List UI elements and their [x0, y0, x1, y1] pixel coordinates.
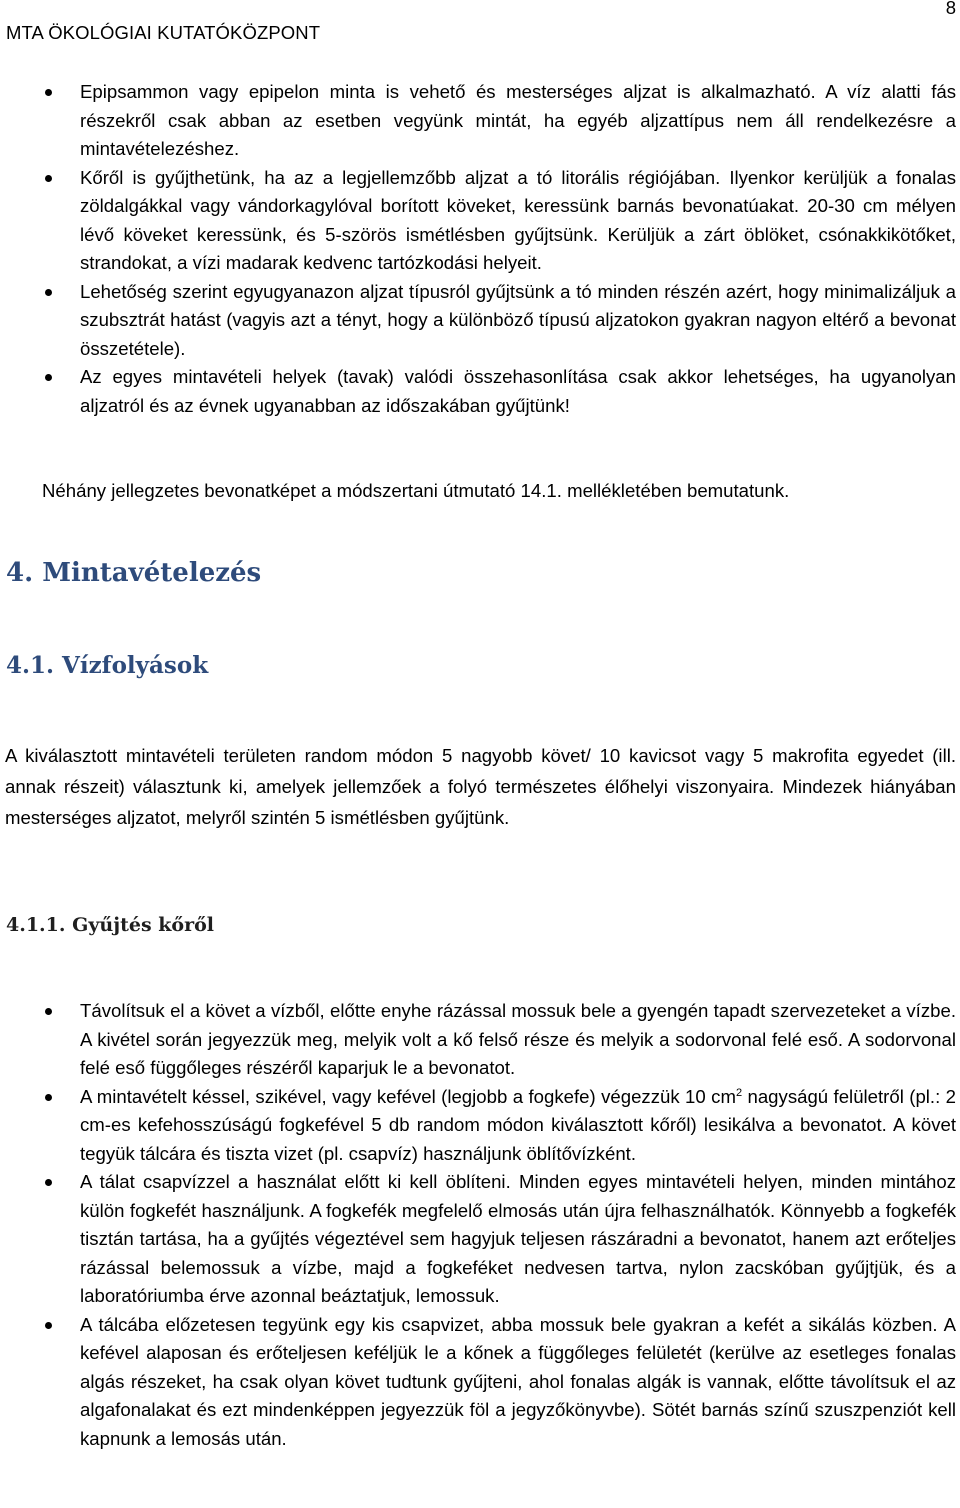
list-item: Távolítsuk el a követ a vízből, előtte enyhe rázással mossuk bele a gyengén tapadt szervezeteket a vízbe. A kivétel során jegyezzük meg, melyik volt a kő felső része és melyik a sodorvonal felé eső. A sodorvonal felé eső függőleges részéről kaparjuk le a bevonatot. — [0, 997, 960, 1083]
section-heading-4-1: 4.1. Vízfolyások — [6, 652, 209, 679]
section-heading-4-1-1: 4.1.1. Gyűjtés kőről — [6, 914, 214, 936]
page-number: 8 — [945, 0, 956, 18]
list-item — [0, 1083, 960, 1169]
sampling-rules-list — [0, 78, 960, 420]
streams-paragraph: A kiválasztott mintavételi területen random módon 5 nagyobb követ/ 10 kavicsot vagy 5 makrofita egyedet (ill. annak részeit) választunk ki, amelyek jellemzőek a folyó természetes élőhelyi viszonyaira. Mindezek hiányában mesterséges aljzatot, melyről szintén 5 ismétlésben gyűjtünk. — [5, 745, 956, 828]
appendix-note: Néhány jellegzetes bevonatképet a módszertani útmutató 14.1. mellékletében bemutatunk. — [42, 480, 790, 501]
list-item: Kőről is gyűjthetünk, ha az a legjellemzőbb aljzat a tó litorális régiójában. Ilyenkor kerüljük a fonalas zöldalgákkal vagy vándorkagylóval borított köveket, keressünk barnás bevonatúakat. 20-30 cm mélyen lévő köveket keressünk, és 5-szörös ismétlésben gyűjtsünk. Kerüljük a zárt öblöket, csónakkikötőket, strandokat, a vízi madarak kedvenc tartózkodási helyeit. — [0, 164, 960, 278]
list-item: Az egyes mintavételi helyek (tavak) valódi összehasonlítása csak akkor lehetséges, ha ugyanolyan aljzatról és az évnek ugyanabban az időszakában gyűjtünk! — [0, 363, 960, 420]
superscript: 2 — [735, 1086, 743, 1099]
list-item-text: nagyságú felületről (pl.: 2 cm-es kefehosszúságú fogkefével 5 db random módon kiválasztott kőről) lesikálva a bevonatot. A követ tegyük tálcára és tiszta vizet (pl. csapvíz) használjunk öblítővízként. — [80, 1085, 957, 1164]
running-header: MTA ÖKOLÓGIAI KUTATÓKÖZPONT — [6, 22, 321, 43]
list-item: Epipsammon vagy epipelon minta is vehető és mesterséges aljzat is alkalmazható. A víz alatti fás részekről csak abban az esetben vegyünk mintát, ha egyéb aljzattípus nem áll rendelkezésre a mintavételezéshez. — [0, 78, 960, 164]
list-item: Lehetőség szerint egyugyanazon aljzat típusról gyűjtsünk a tó minden részén azért, hogy minimalizáljuk a szubsztrát hatást (vagyis azt a tényt, hogy a különböző típusú aljzatokon gyakran nagyon eltérő a bevonat összetétele). — [0, 278, 960, 364]
list-item: A tálat csapvízzel a használat előtt ki kell öblíteni. Minden egyes mintavételi helyen, minden mintához külön fogkefét használjunk. A fogkefék megfelelő elmosás után újra felhasználhatók. Könnyebb a fogkefék tisztán tartása, ha a gyűjtés végeztével sem hagyjuk teljesen rászáradni a bevonatot, hanem azt erőteljes rázással belemossuk a vízbe, majd a fogkeféket nedvesen tartva, nylon zacskóban gyűjtjük, és a laboratóriumba érve azonnal beáztatjuk, lemossuk. — [0, 1168, 960, 1311]
stone-collection-list — [0, 997, 960, 1453]
list-item-text: A mintavételt késsel, szikével, vagy kefével (legjobb a fogkefe) végezzük 10 cm — [80, 1085, 736, 1107]
section-heading-4: 4. Mintavételezés — [6, 558, 262, 588]
list-item: A tálcába előzetesen tegyünk egy kis csapvizet, abba mossuk bele gyakran a kefét a sikálás közben. A kefével alaposan és erőteljesen keféljük le a kőnek a függőleges felületét (kerülve az esetleges fonalas algás részeket, ha csak olyan követ tudtunk gyűjteni, ahol fonalas algák is vannak, előtte távolítsuk el az algafonalakat és ezt mindenképpen jegyezzük föl a jegyzőkönyvbe). Sötét barnás színű szuszpenziót kell kapnunk a lemosás után. — [0, 1311, 960, 1454]
